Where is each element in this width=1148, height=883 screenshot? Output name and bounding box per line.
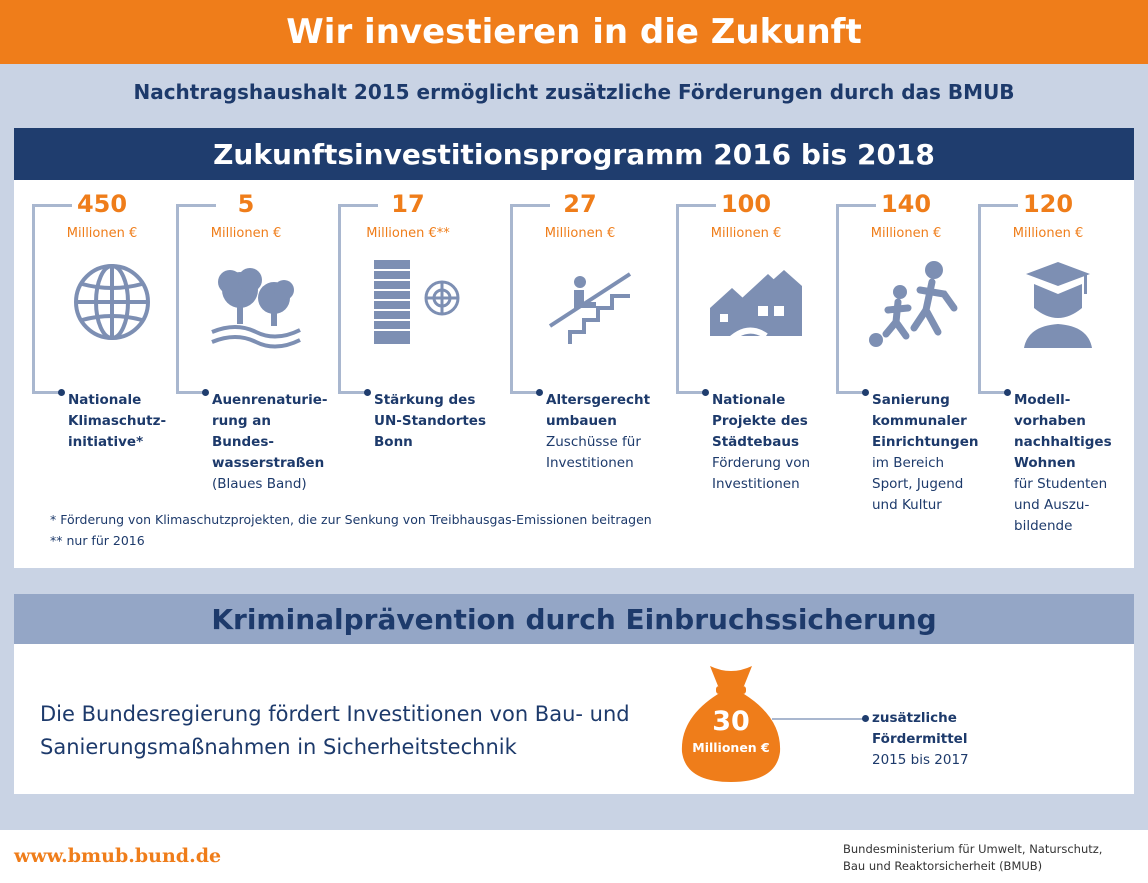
program-item-age-appropriate [510,190,670,550]
item-unit: Millionen € [544,226,616,241]
bag-connector-dot [862,715,869,722]
item-desc-line: Nationale [68,392,142,408]
stairlift-icon [540,252,640,352]
item-desc-line: rung an Bundes- [212,413,274,450]
houses-icon [706,252,806,352]
crime-prevention-header [14,594,1134,644]
graduate-icon [1008,252,1108,352]
subtitle: Nachtragshaushalt 2015 ermöglicht zusätzliche Förderungen durch das BMUB [133,80,1015,104]
item-desc-line: Sanierung [872,392,950,408]
item-desc-line: Investitionen [546,455,634,471]
trees-river-icon [206,252,306,352]
item-unit: Millionen € [710,226,782,241]
main-title: Wir investieren in die Zukunft [286,12,862,52]
main-title-banner [0,0,1148,64]
un-building-icon [368,252,468,352]
item-unit: Millionen € [870,226,942,241]
program-item-urban-development [676,190,836,550]
crime-prevention-title: Kriminalprävention durch Einbruchssicherung [211,602,937,636]
website-link[interactable]: www.bmub.bund.de [14,845,222,867]
bag-desc-line: 2015 bis 2017 [872,752,969,768]
program-item-un-bonn [338,190,498,550]
item-desc-line: im Bereich [872,455,945,471]
program-item-climate [32,190,192,550]
item-desc-line: Investitionen [712,476,800,492]
item-desc-line: Modell- [1014,392,1071,408]
item-desc-line: Bonn [374,434,413,450]
footnote-2016: ** nur für 2016 [50,533,145,548]
item-desc-line: Altersgerecht [546,392,651,408]
item-desc-line: initiative* [68,434,144,450]
bag-description [872,708,1012,771]
item-desc-line: Auenrenaturie- [212,392,328,408]
item-desc-line: UN-Standortes [374,413,487,429]
item-desc-line: Städtebaus [712,434,799,450]
item-desc-line: Einrichtungen [872,434,979,450]
item-desc-line: wasserstraßen [212,455,325,471]
crime-prevention-text [40,698,680,764]
football-players-icon [866,252,966,352]
item-desc-line: und Kultur [872,497,942,513]
bag-desc-line: zusätzliche [872,710,957,726]
ministry-credit [843,841,1143,875]
item-desc-line: Förderung von [712,455,811,471]
crime-text-line: Die Bundesregierung fördert Investitionen von Bau- und [40,702,630,726]
item-amount: 120 [1022,190,1074,218]
program-item-municipal-facilities [836,190,996,550]
item-desc-line: und Auszu- [1014,497,1090,513]
crime-text-line: Sanierungsmaßnahmen in Sicherheitstechnik [40,735,517,759]
item-amount: 140 [880,190,932,218]
item-desc-line: für Studenten [1014,476,1108,492]
program-title: Zukunftsinvestitionsprogramm 2016 bis 2018 [213,137,935,171]
item-desc-line: Nationale [712,392,786,408]
item-unit: Millionen € [210,226,282,241]
bag-connector-line [772,718,864,720]
item-desc-line: Zuschüsse für [546,434,641,450]
item-desc-line: kommunaler [872,413,967,429]
item-desc-line: nachhaltiges [1014,434,1112,450]
globe-icon [62,252,162,352]
item-desc-line: umbauen [546,413,617,429]
item-amount: 450 [76,190,128,218]
item-desc-line: Projekte des [712,413,808,429]
program-item-floodplain [176,190,336,550]
program-header [14,128,1134,180]
bag-unit: Millionen € [692,740,770,755]
item-desc-line: Stärkung des [374,392,476,408]
item-unit: Millionen €** [366,226,450,241]
item-amount: 17 [391,190,425,218]
item-unit: Millionen € [1012,226,1084,241]
item-desc-line: (Blaues Band) [212,476,307,492]
item-desc-line: Wohnen [1014,455,1076,471]
item-amount: 5 [237,190,255,218]
item-amount: 100 [720,190,772,218]
bag-amount: 30 [712,706,750,737]
program-item-sustainable-housing [978,190,1138,550]
item-unit: Millionen € [66,226,138,241]
ministry-line: Bundesministerium für Umwelt, Naturschutz, [843,842,1103,856]
item-amount: 27 [563,190,597,218]
item-desc-line: Klimaschutz- [68,413,167,429]
footnote-climate: * Förderung von Klimaschutzprojekten, die zur Senkung von Treibhausgas-Emissionen beitragen [50,512,652,527]
ministry-line: Bau und Reaktorsicherheit (BMUB) [843,859,1043,873]
item-desc-line: vorhaben [1014,413,1086,429]
item-desc-line: Sport, Jugend [872,476,964,492]
item-desc-line: bildende [1014,518,1073,534]
bag-desc-line: Fördermittel [872,731,968,747]
